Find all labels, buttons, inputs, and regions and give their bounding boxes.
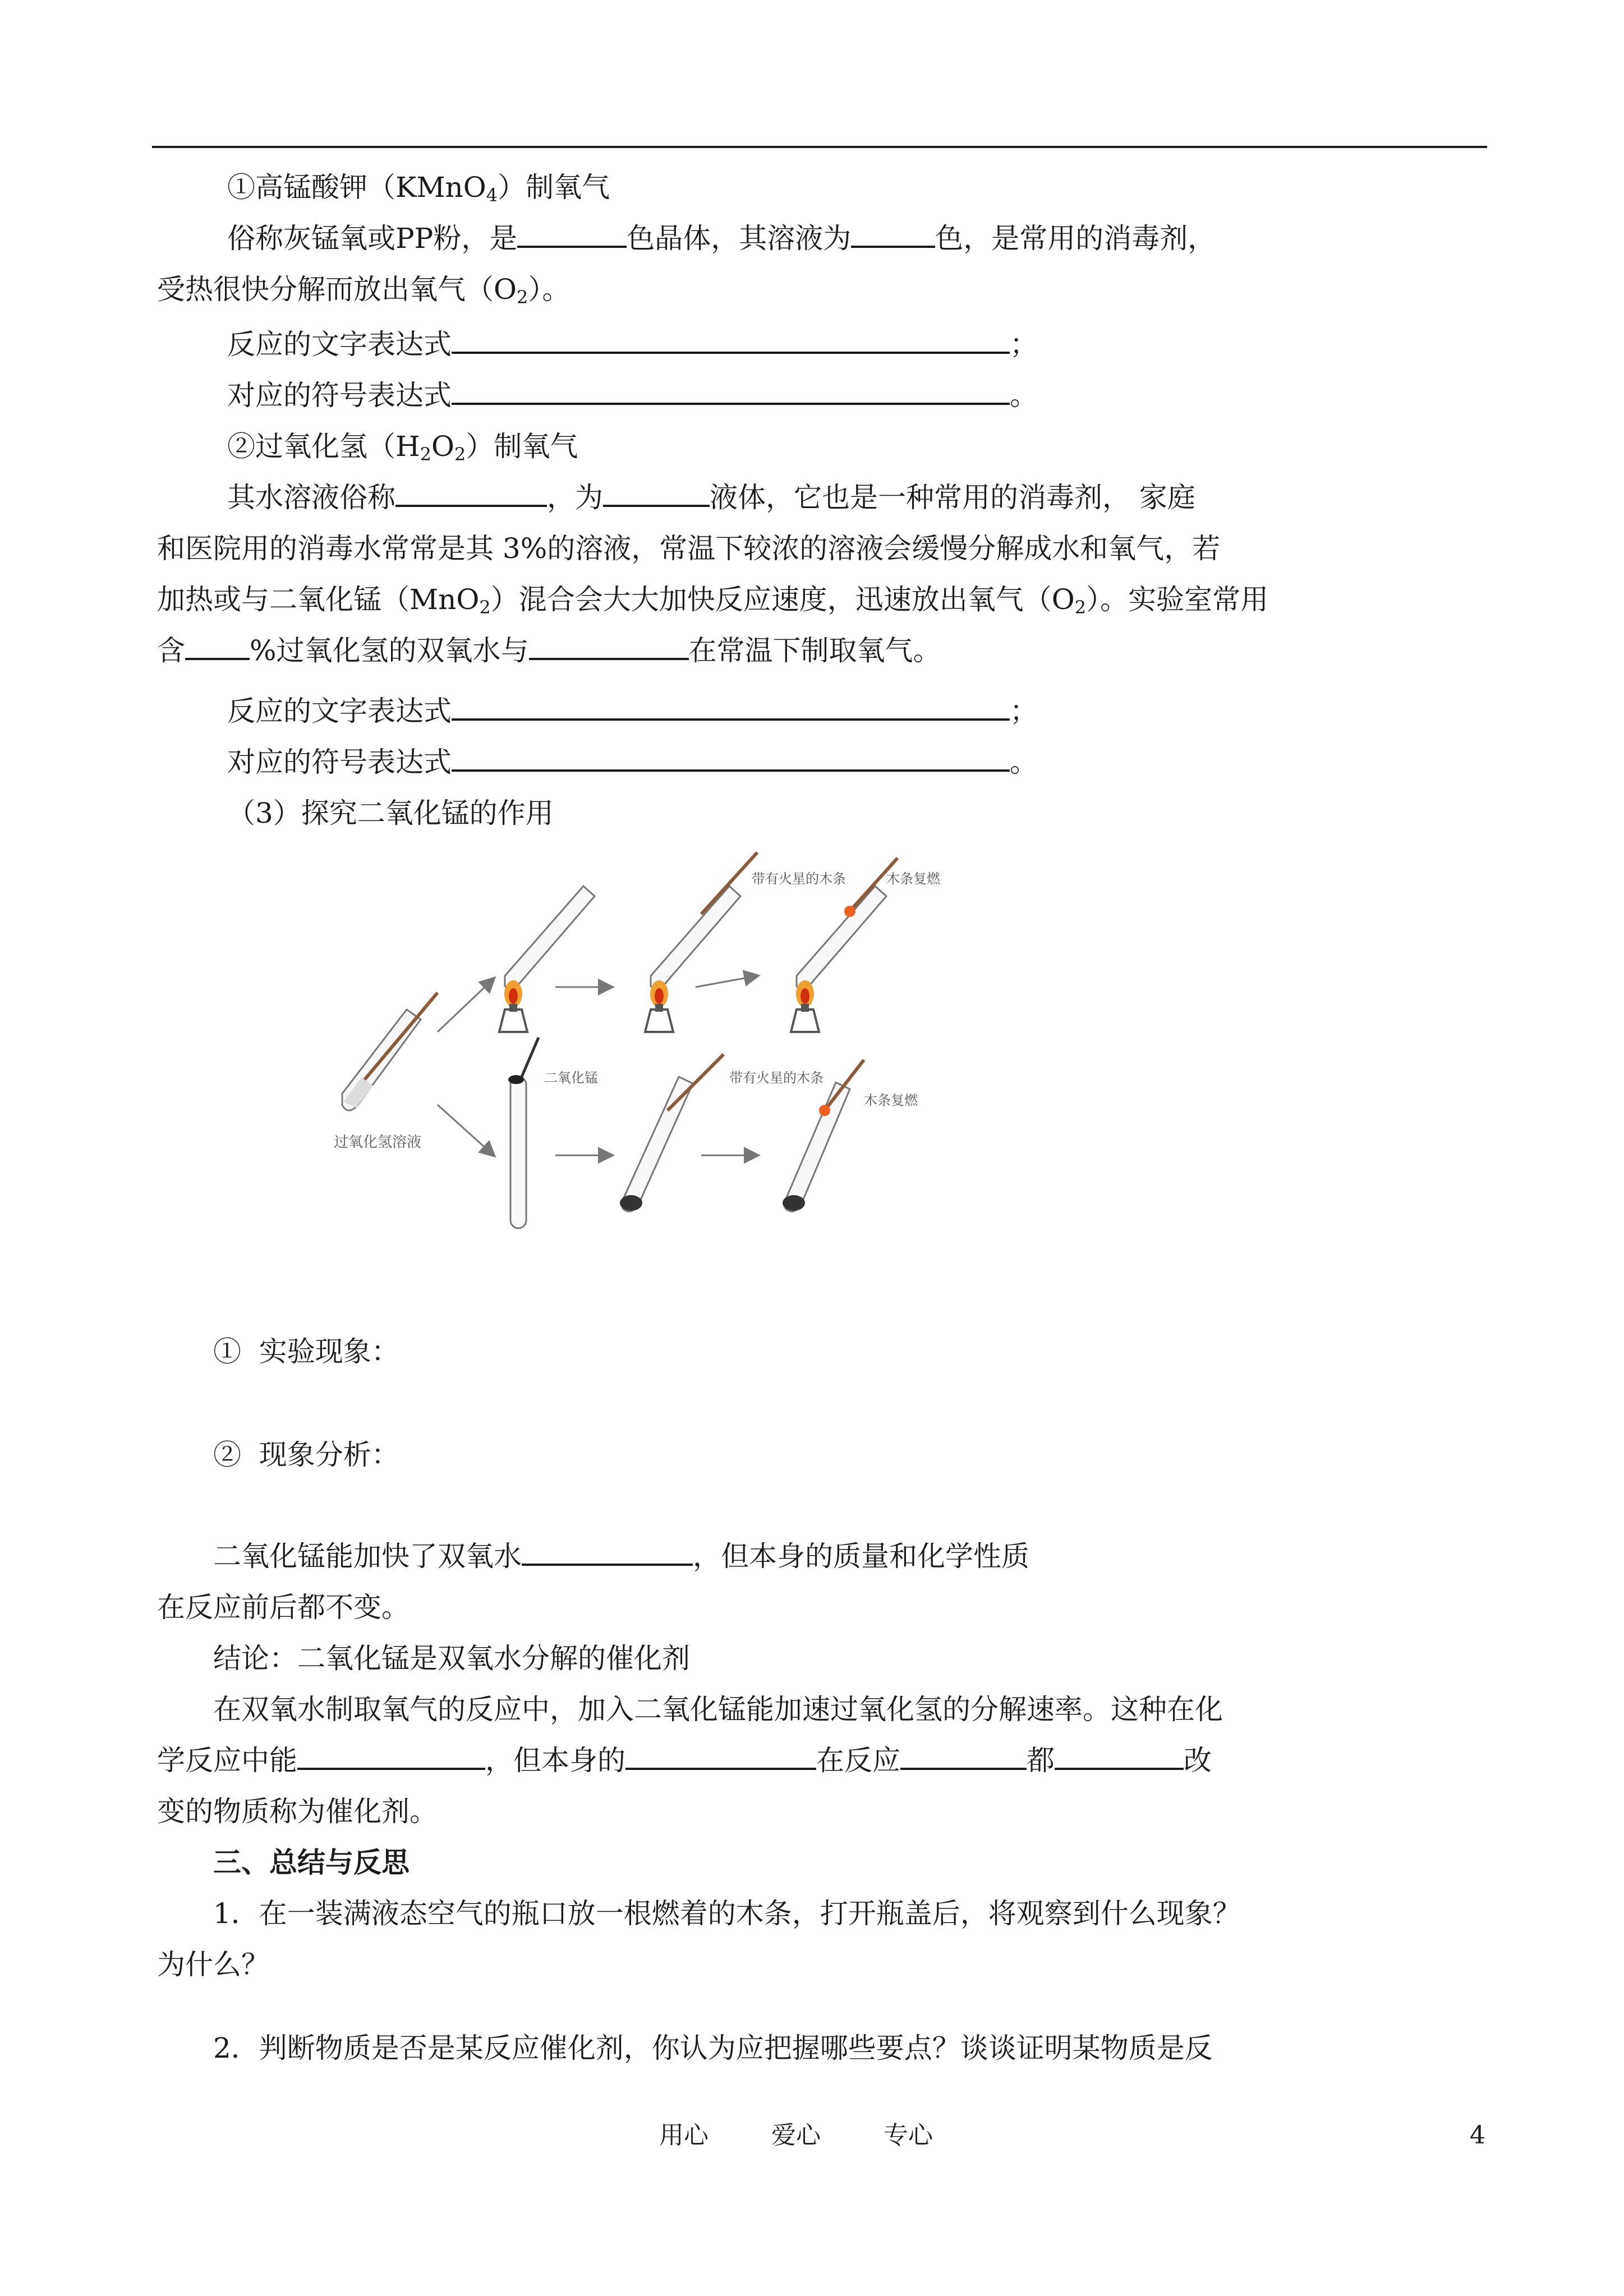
mno2-addition-tube — [508, 1038, 598, 1228]
analysis-line: ② 现象分析： — [213, 1439, 399, 1471]
def-blank-1[interactable] — [297, 1743, 485, 1770]
def-blank-2[interactable] — [625, 1743, 816, 1770]
h2o2-symbol-expression-blank[interactable] — [452, 745, 1010, 772]
splint-relit-label-top: 木条复燃 — [886, 871, 940, 887]
question-1: 1．在一装满液态空气的瓶口放一根燃着的木条，打开瓶盖后，将观察到什么现象？ — [213, 1897, 1241, 1930]
h2o2-word-expression-blank[interactable] — [452, 694, 1010, 721]
footer-motto-2: 爱心 — [771, 2121, 821, 2150]
h2o2-heading: ②过氧化氢$(H_2O_2)$制氧气 — [227, 430, 578, 465]
glowing-splint-label-bottom: 带有火星的木条 — [729, 1070, 823, 1086]
h2o2-para1: 其水溶液俗称 ，为 液体，它也是一种常用的消毒剂， 家庭 — [227, 481, 1195, 514]
h2o2-para2: 和医院用的消毒水常常是其 3%的溶液，常温下较浓的溶液会缓慢分解成水和氧气，若 — [157, 532, 1221, 565]
question-2: 2．判断物质是否是某反应催化剂，你认为应把握哪些要点？谈谈证明某物质是反 — [213, 2032, 1213, 2064]
splint-relit-label-bottom: 木条复燃 — [864, 1092, 918, 1108]
common-name-blank[interactable] — [395, 480, 547, 507]
h2o2-word-expression: 反应的文字表达式 ； — [227, 695, 1038, 727]
def-blank-3[interactable] — [900, 1743, 1027, 1770]
arrow-down-right — [438, 1105, 494, 1155]
page-number: 4 — [1470, 2121, 1485, 2150]
heated-tube-2 — [645, 852, 846, 1032]
footer-motto-1: 用心 — [659, 2121, 709, 2150]
percent-blank[interactable] — [185, 633, 250, 660]
summary-heading: 三、总结与反思 — [213, 1846, 410, 1879]
kmno4-symbol-expression: 对应的符号表达式 。 — [227, 379, 1038, 412]
kmno4-symbol-expression-blank[interactable] — [452, 378, 1010, 405]
kmno4-heading: ①高锰酸钾（KMnO$_4$）制氧气 — [227, 171, 610, 206]
analysis-blank[interactable] — [522, 1539, 693, 1566]
h2o2-solution-label: 过氧化氢溶液 — [334, 1134, 422, 1151]
solution-color-blank[interactable] — [851, 221, 935, 248]
catalyst-experiment-figure — [331, 841, 1032, 1234]
conclusion: 结论：二氧化锰是双氧水分解的催化剂 — [213, 1642, 690, 1675]
h2o2-para4: 含 %过氧化氢的双氧水与 在常温下制取氧气。 — [157, 634, 941, 667]
reagent-blank[interactable] — [529, 633, 689, 660]
kmno4-para2: 受热很快分解而放出氧气$(O_2)$。 — [157, 273, 571, 308]
analysis-para: 二氧化锰能加快了双氧水 ，但本身的质量和化学性质 — [213, 1540, 1029, 1573]
h2o2-symbol-expression: 对应的符号表达式 。 — [227, 746, 1038, 778]
kmno4-para1: 俗称灰锰氧或PP粉，是 色晶体，其溶液为 色，是常用的消毒剂， — [227, 222, 1216, 255]
mno2-heading: （3）探究二氧化锰的作用 — [227, 797, 554, 829]
catalyst-definition-2: 学反应中能 ，但本身的 在反应 都 改 — [157, 1744, 1212, 1777]
observation-line: ① 实验现象： — [213, 1335, 399, 1368]
crystal-color-blank[interactable] — [517, 221, 627, 248]
glowing-splint-label-top: 带有火星的木条 — [752, 871, 846, 887]
footer-motto-3: 专心 — [884, 2121, 933, 2150]
h2o2-para3: 加热或与二氧化锰（MnO$_2$）混合会大大加快反应速度，迅速放出氧气$(O_2)$。实验室常用 — [157, 583, 1269, 618]
mno2-label: 二氧化锰 — [544, 1070, 598, 1086]
heated-tube-1 — [499, 886, 595, 1032]
catalyst-definition-1: 在双氧水制取氧气的反应中，加入二氧化锰能加速过氧化氢的分解速率。这种在化 — [213, 1693, 1223, 1726]
kmno4-word-expression: 反应的文字表达式 ； — [227, 328, 1038, 361]
h2o2-test-tube — [334, 993, 438, 1151]
arrow-up-right — [438, 979, 494, 1032]
liquid-color-blank[interactable] — [603, 480, 710, 507]
question-1-cont: 为什么？ — [157, 1948, 269, 1981]
analysis-para-2: 在反应前后都不变。 — [157, 1591, 410, 1624]
arrow-top-2 — [696, 976, 757, 987]
catalyst-definition-3: 变的物质称为催化剂。 — [157, 1795, 438, 1828]
kmno4-word-expression-blank[interactable] — [452, 327, 1010, 354]
header-rule — [152, 146, 1487, 148]
def-blank-4[interactable] — [1055, 1743, 1184, 1770]
